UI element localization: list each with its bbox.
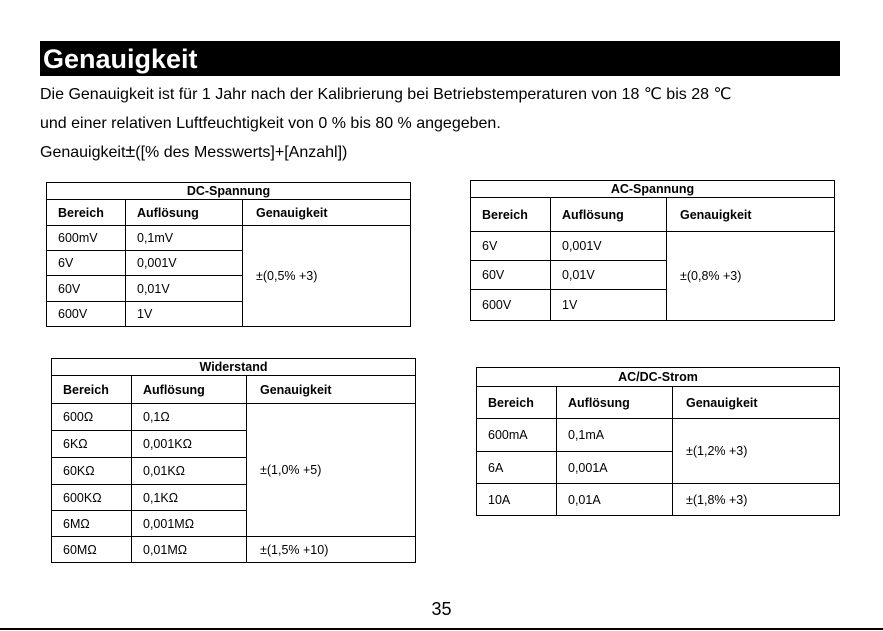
accuracy-cell: ±(1,8% +3): [673, 484, 840, 516]
column-header-range: Bereich: [52, 376, 132, 404]
table-row: [477, 419, 840, 452]
resolution-cell: 0,01V: [126, 276, 243, 302]
accuracy-cell: ±(1,2% +3): [673, 419, 840, 484]
table-title: DC-Spannung: [47, 183, 411, 200]
range-cell: 60KΩ: [52, 458, 132, 485]
range-cell: 6A: [477, 452, 557, 484]
resolution-cell: 0,01V: [551, 261, 667, 290]
intro-line-1: Die Genauigkeit ist für 1 Jahr nach der Kalibrierung bei Betriebstemperaturen von 18 ℃ bis 28 ℃: [40, 86, 732, 103]
section-heading: Genauigkeit: [40, 41, 840, 76]
bottom-divider: [0, 628, 883, 630]
ac-voltage-table: [470, 180, 835, 321]
accuracy-cell: ±(0,5% +3): [243, 226, 411, 327]
table-title: AC-Spannung: [471, 181, 835, 198]
intro-line-3: [40, 141, 347, 162]
column-header-accuracy: Genauigkeit: [247, 376, 416, 404]
resolution-cell: 0,01A: [557, 484, 673, 516]
table-row: [477, 484, 840, 516]
column-header-accuracy: Genauigkeit: [667, 198, 835, 232]
column-header-resolution: Auflösung: [557, 387, 673, 419]
resolution-cell: 0,001V: [551, 232, 667, 261]
range-cell: 10A: [477, 484, 557, 516]
resolution-cell: 1V: [551, 290, 667, 321]
accuracy-cell: ±(0,8% +3): [667, 232, 835, 321]
column-header-resolution: Auflösung: [132, 376, 247, 404]
column-header-accuracy: Genauigkeit: [673, 387, 840, 419]
range-cell: 60MΩ: [52, 537, 132, 563]
dc-voltage-table: [46, 182, 411, 327]
table-row: [47, 226, 411, 251]
accuracy-cell: ±(1,5% +10): [247, 537, 416, 563]
current-table: [476, 367, 840, 516]
resolution-cell: 0,1mV: [126, 226, 243, 251]
plus-minus-symbol: ±: [125, 141, 136, 161]
range-cell: 600V: [47, 302, 126, 327]
column-header-accuracy: Genauigkeit: [243, 200, 411, 226]
range-cell: 600mV: [47, 226, 126, 251]
page-number: 35: [431, 599, 452, 619]
resolution-cell: 0,01MΩ: [132, 537, 247, 563]
column-header-resolution: Auflösung: [126, 200, 243, 226]
intro-line-2: und einer relativen Luftfeuchtigkeit von 0 % bis 80 % angegeben.: [40, 115, 501, 132]
range-cell: 6KΩ: [52, 431, 132, 458]
range-cell: 600KΩ: [52, 485, 132, 511]
table-title: AC/DC-Strom: [477, 368, 840, 387]
resolution-cell: 0,1KΩ: [132, 485, 247, 511]
resolution-cell: 0,1Ω: [132, 404, 247, 431]
range-cell: 600mA: [477, 419, 557, 452]
resolution-cell: 0,001V: [126, 251, 243, 276]
column-header-range: Bereich: [477, 387, 557, 419]
resolution-cell: 0,1mA: [557, 419, 673, 452]
column-header-range: Bereich: [471, 198, 551, 232]
range-cell: 60V: [471, 261, 551, 290]
accuracy-label: Genauigkeit: [40, 144, 126, 161]
table-row: [471, 232, 835, 261]
range-cell: 600V: [471, 290, 551, 321]
resolution-cell: 0,001KΩ: [132, 431, 247, 458]
table-row: [52, 537, 416, 563]
resistance-table: [51, 358, 416, 563]
accuracy-cell: ±(1,0% +5): [247, 404, 416, 537]
range-cell: 6MΩ: [52, 511, 132, 537]
resolution-cell: 0,01KΩ: [132, 458, 247, 485]
column-header-resolution: Auflösung: [551, 198, 667, 232]
range-cell: 6V: [471, 232, 551, 261]
column-header-range: Bereich: [47, 200, 126, 226]
range-cell: 600Ω: [52, 404, 132, 431]
accuracy-formula: ([% des Messwerts]+[Anzahl]): [135, 144, 348, 161]
table-title: Widerstand: [52, 359, 416, 376]
resolution-cell: 0,001MΩ: [132, 511, 247, 537]
resolution-cell: 0,001A: [557, 452, 673, 484]
range-cell: 6V: [47, 251, 126, 276]
resolution-cell: 1V: [126, 302, 243, 327]
range-cell: 60V: [47, 276, 126, 302]
table-row: [52, 404, 416, 431]
